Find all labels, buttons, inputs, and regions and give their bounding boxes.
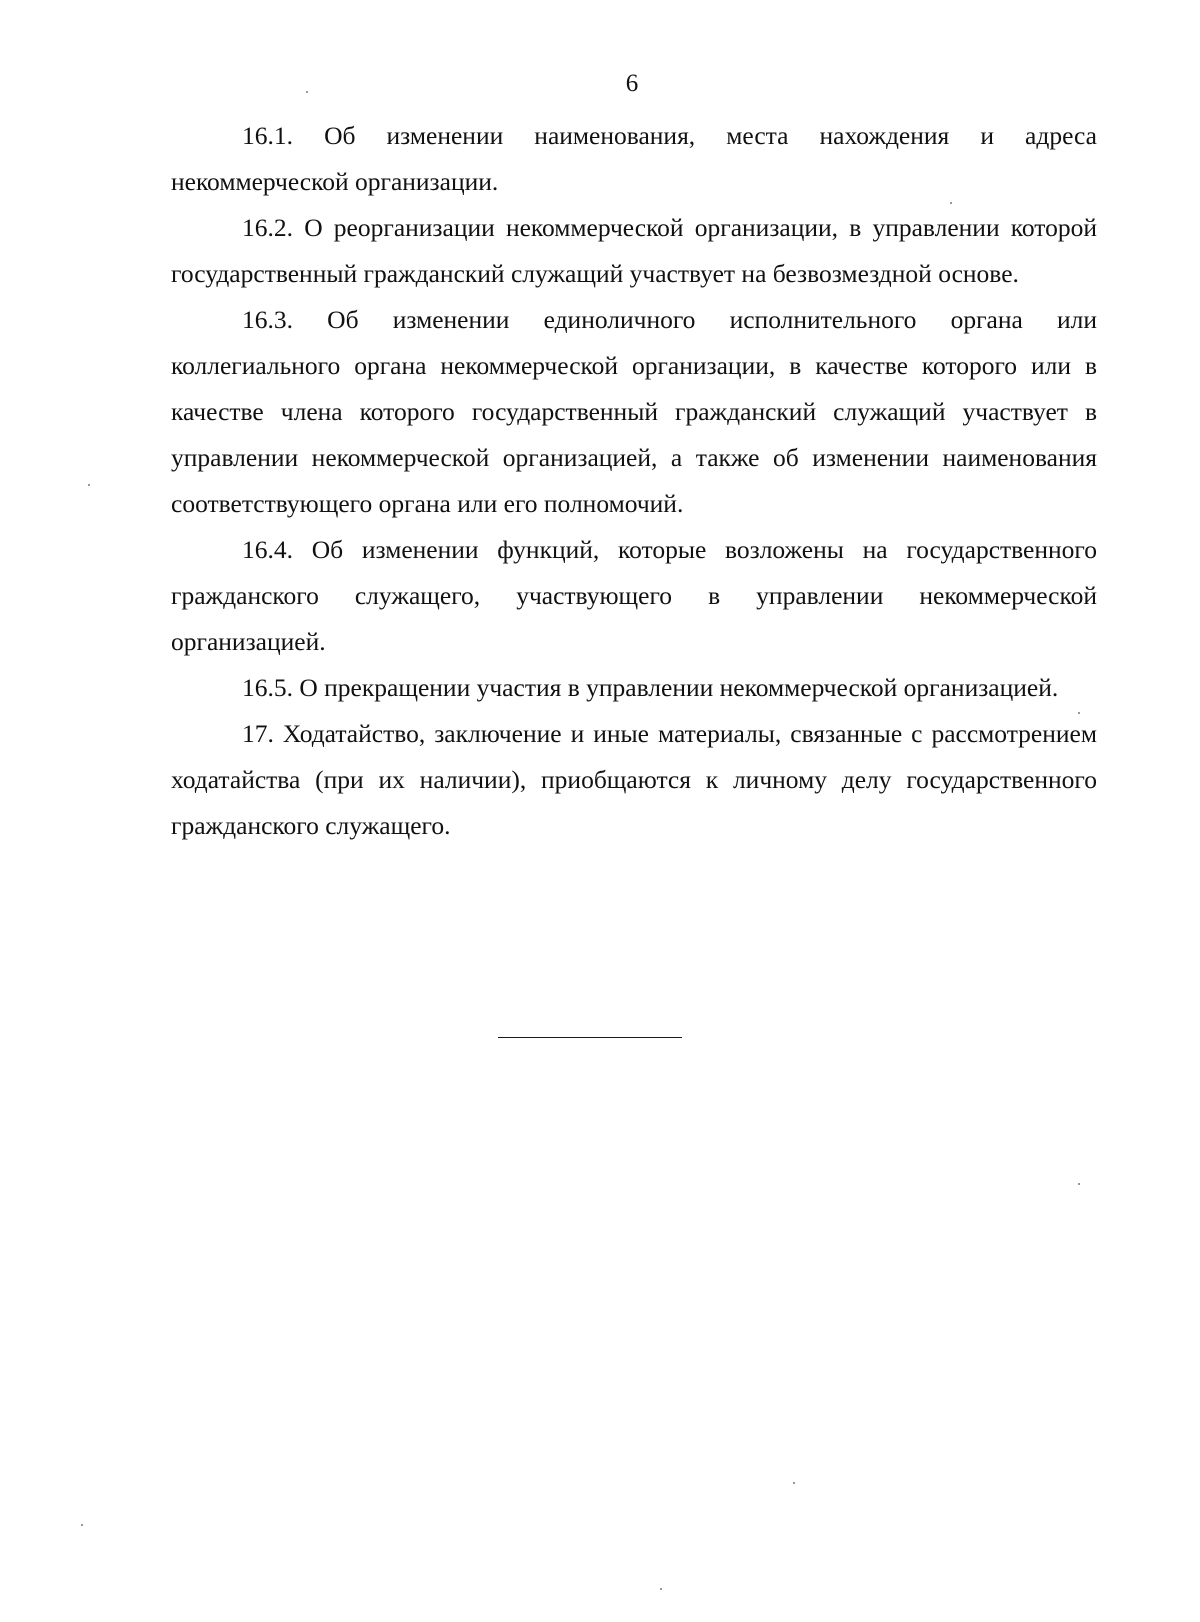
paragraph-16-4: 16.4. Об изменении функций, которые возложены на государственного гражданского служащего, участвующего в управлении некоммерческой организацией. <box>171 535 1097 656</box>
scan-speck <box>88 484 90 486</box>
paragraph-16-1: 16.1. Об изменении наименования, места нахождения и адреса некоммерческой организации. <box>171 121 1097 196</box>
scan-speck <box>1078 712 1080 714</box>
page-number: 6 <box>625 70 639 97</box>
scan-speck <box>660 1588 662 1590</box>
scan-speck <box>950 202 952 204</box>
scan-speck <box>793 1482 795 1484</box>
scan-speck <box>81 1524 83 1526</box>
paragraph-16-3: 16.3. Об изменении единоличного исполнительного органа или коллегиального органа некоммерческой организации, в качестве которого или в качестве члена которого государственный гражданский служащий участвует в управлении некоммерческой организацией, а также об изменении наименования соответствующего органа или его полномочий. <box>171 305 1097 518</box>
scan-speck <box>1078 1183 1080 1185</box>
paragraph-17: 17. Ходатайство, заключение и иные материалы, связанные с рассмотрением ходатайства (при их наличии), приобщаются к личному делу государственного гражданского служащего. <box>171 719 1097 840</box>
end-of-document-rule <box>498 1037 682 1038</box>
document-body <box>171 113 1097 849</box>
scan-speck <box>306 91 308 93</box>
paragraph-16-2: 16.2. О реорганизации некоммерческой организации, в управлении которой государственный гражданский служащий участвует на безвозмездной основе. <box>171 213 1097 288</box>
paragraph-16-5: 16.5. О прекращении участия в управлении некоммерческой организацией. <box>242 673 1059 702</box>
